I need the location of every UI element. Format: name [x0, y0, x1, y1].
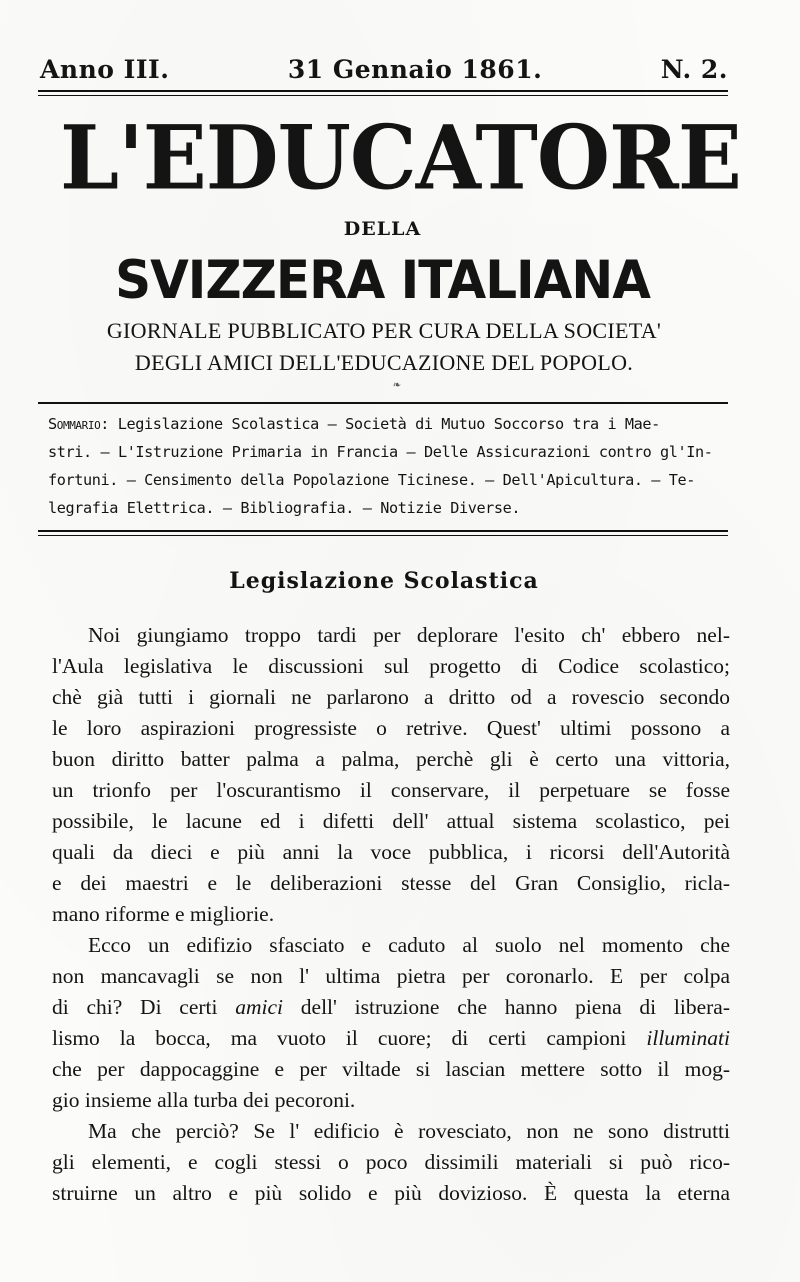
issue-number: N. 2. [660, 54, 728, 84]
issue-year: Anno III. [40, 54, 170, 84]
article-line: Ecco un edifizio sfasciato e caduto al suolo nel momento che [88, 933, 730, 957]
article-line: che per dappocaggine e per viltade si lascian mettere sotto il mog- [52, 1057, 730, 1081]
article-line: chè già tutti i giornali ne parlarono a dritto od a rovescio secondo [52, 685, 730, 709]
table-of-contents [48, 410, 730, 522]
tagline-line-2: DEGLI AMICI DELL'EDUCAZIONE DEL POPOLO. [134, 350, 634, 375]
summary-line [48, 410, 730, 438]
masthead-top-rule [38, 90, 728, 96]
article-line: l'Aula legislativa le discussioni sul progetto di Codice scolastico; [52, 654, 730, 678]
title-connector: DELLA [343, 218, 422, 240]
article-line: un trionfo per l'oscurantismo il conservare, il perpetuare se fosse [52, 778, 730, 802]
article-line: e dei maestri e le deliberazioni stesse del Gran Consiglio, ricla- [52, 871, 730, 895]
article-line: non mancavagli se non l' ultima pietra per coronarlo. E per colpa [52, 964, 730, 988]
article-body [52, 620, 730, 1209]
newspaper-title: L'EDUCATORE [60, 105, 741, 210]
article-heading: Legislazione Scolastica [229, 568, 539, 594]
article-line: mano riforme e migliorie. [52, 902, 275, 926]
article-line: le loro aspirazioni progressiste o retrive. Quest' ultimi possono a [52, 716, 730, 740]
masthead-dateline [40, 52, 728, 86]
summary-line: legrafia Elettrica. — Bibliografia. — Notizie Diverse. [48, 499, 521, 517]
article-line: quali da dieci e più anni la voce pubblica, i ricorsi dell'Autorità [52, 840, 730, 864]
summary-line: fortuni. — Censimento della Popolazione Ticinese. — Dell'Apicultura. — Te- [48, 471, 696, 489]
article-line: possibile, le lacune ed i difetti dell' attual sistema scolastico, pei [52, 809, 730, 833]
ornament-icon: ❧ [392, 380, 402, 391]
text-run: dell' istruzione che hanno piena di libera- [283, 995, 730, 1019]
summary-label: Sommario: [48, 415, 110, 433]
summary-top-rule [38, 402, 728, 404]
text-run: di chi? Di certi [52, 995, 236, 1019]
article-line: Ma che perciò? Se l' edificio è rovesciato, non ne sono distrutti [88, 1119, 730, 1143]
article-line: gio insieme alla turba dei pecoroni. [52, 1088, 356, 1112]
newspaper-subtitle: SVIZZERA ITALIANA [115, 249, 650, 311]
emphasis-amici: amici [235, 995, 284, 1019]
article-line: Noi giungiamo troppo tardi per deplorare l'esito ch' ebbero nel- [88, 623, 730, 647]
issue-date: 31 Gennaio 1861. [287, 54, 543, 84]
tagline-line-1: GIORNALE PUBBLICATO PER CURA DELLA SOCIETA' [106, 318, 662, 343]
article-line: gli elementi, e cogli stessi o poco dissimili materiali si può rico- [52, 1150, 730, 1174]
emphasis-illuminati: illuminati [646, 1026, 730, 1050]
summary-bottom-rule [38, 530, 728, 536]
article-line [52, 992, 730, 1023]
article-line: buon diritto batter palma a palma, perchè gli è certo una vittoria, [52, 747, 730, 771]
article-line [52, 1023, 730, 1054]
text-run: lismo la bocca, ma vuoto il cuore; di certi campioni [52, 1026, 647, 1050]
summary-line: stri. — L'Istruzione Primaria in Francia — Delle Assicurazioni contro gl'In- [48, 443, 713, 461]
article-line: struirne un altro e più solido e più dovizioso. È questa la eterna [52, 1181, 730, 1205]
summary-text: Legislazione Scolastica — Società di Mutuo Soccorso tra i Mae- [117, 415, 660, 433]
